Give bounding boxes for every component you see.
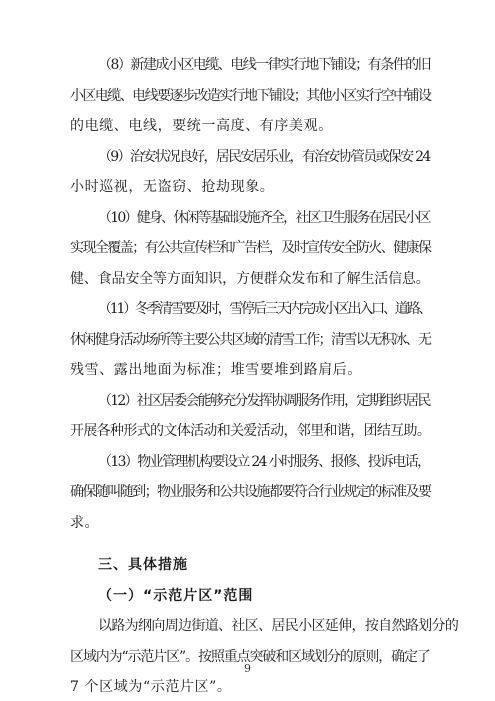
- item-11-line-1: （11）冬季清雪要及时，雪停后三天内完成小区出入口、道路、: [98, 301, 431, 317]
- scope-line-2: 区域内为“示范片区”。按照重点突破和区域划分的原则，确定了: [70, 648, 430, 665]
- scope-line-1: 以路为纲向周边街道、社区、居民小区延伸，按自然路划分的: [98, 618, 459, 634]
- item-8-line-1: （8）新建成小区电缆、电线一律实行地下铺设；有条件的旧: [98, 57, 431, 73]
- section-heading: 三、具体措施: [98, 557, 188, 573]
- item-9-line-2: 小时巡视，无盗窃、抢劫现象。: [70, 179, 275, 195]
- item-9-line-1: （9）治安状况良好，居民安居乐业，有治安协管员或保安 24: [98, 148, 430, 165]
- item-10-line-3: 健、食品安全等方面知识，方便群众发布和了解生活信息。: [70, 270, 430, 287]
- item-13-line-3: 求。: [70, 514, 100, 531]
- item-12-line-2: 开展各种形式的文体活动和关爱活动，邻里和谐，团结互助。: [70, 423, 431, 439]
- page-number: 9: [244, 662, 251, 675]
- sub-heading: （一）“示范片区”范围: [98, 587, 254, 604]
- item-8-line-2: 小区电缆、电线要逐步改造实行地下铺设；其他小区实行空中铺设: [70, 87, 431, 104]
- item-10-line-1: （10）健身、休闲等基础设施齐全，社区卫生服务在居民小区: [98, 209, 430, 226]
- item-8-line-3: 的电缆、电线，要统一高度、有序美观。: [70, 118, 333, 134]
- item-11-line-3: 残雪、露出地面为标准；堆雪要堆到路肩后。: [70, 362, 362, 378]
- item-11-line-2: 休闲健身活动场所等主要公共区域的清雪工作；清雪以无积冰、无: [70, 331, 431, 348]
- item-13-line-2: 确保随叫随到；物业服务和公共设施都要符合行业规定的标准及要: [70, 484, 431, 500]
- item-12-line-1: （12）社区居委会能够充分发挥协调服务作用，定期组织居民: [98, 392, 430, 409]
- scope-line-3: 7 个区域为“示范片区”。: [70, 679, 232, 695]
- item-10-line-2: 实现全覆盖；有公共宣传栏和广告栏，及时宣传安全防火、健康保: [70, 240, 431, 256]
- item-13-line-1: （13）物业管理机构要设立 24 小时服务、报修、投诉电话，: [98, 453, 430, 470]
